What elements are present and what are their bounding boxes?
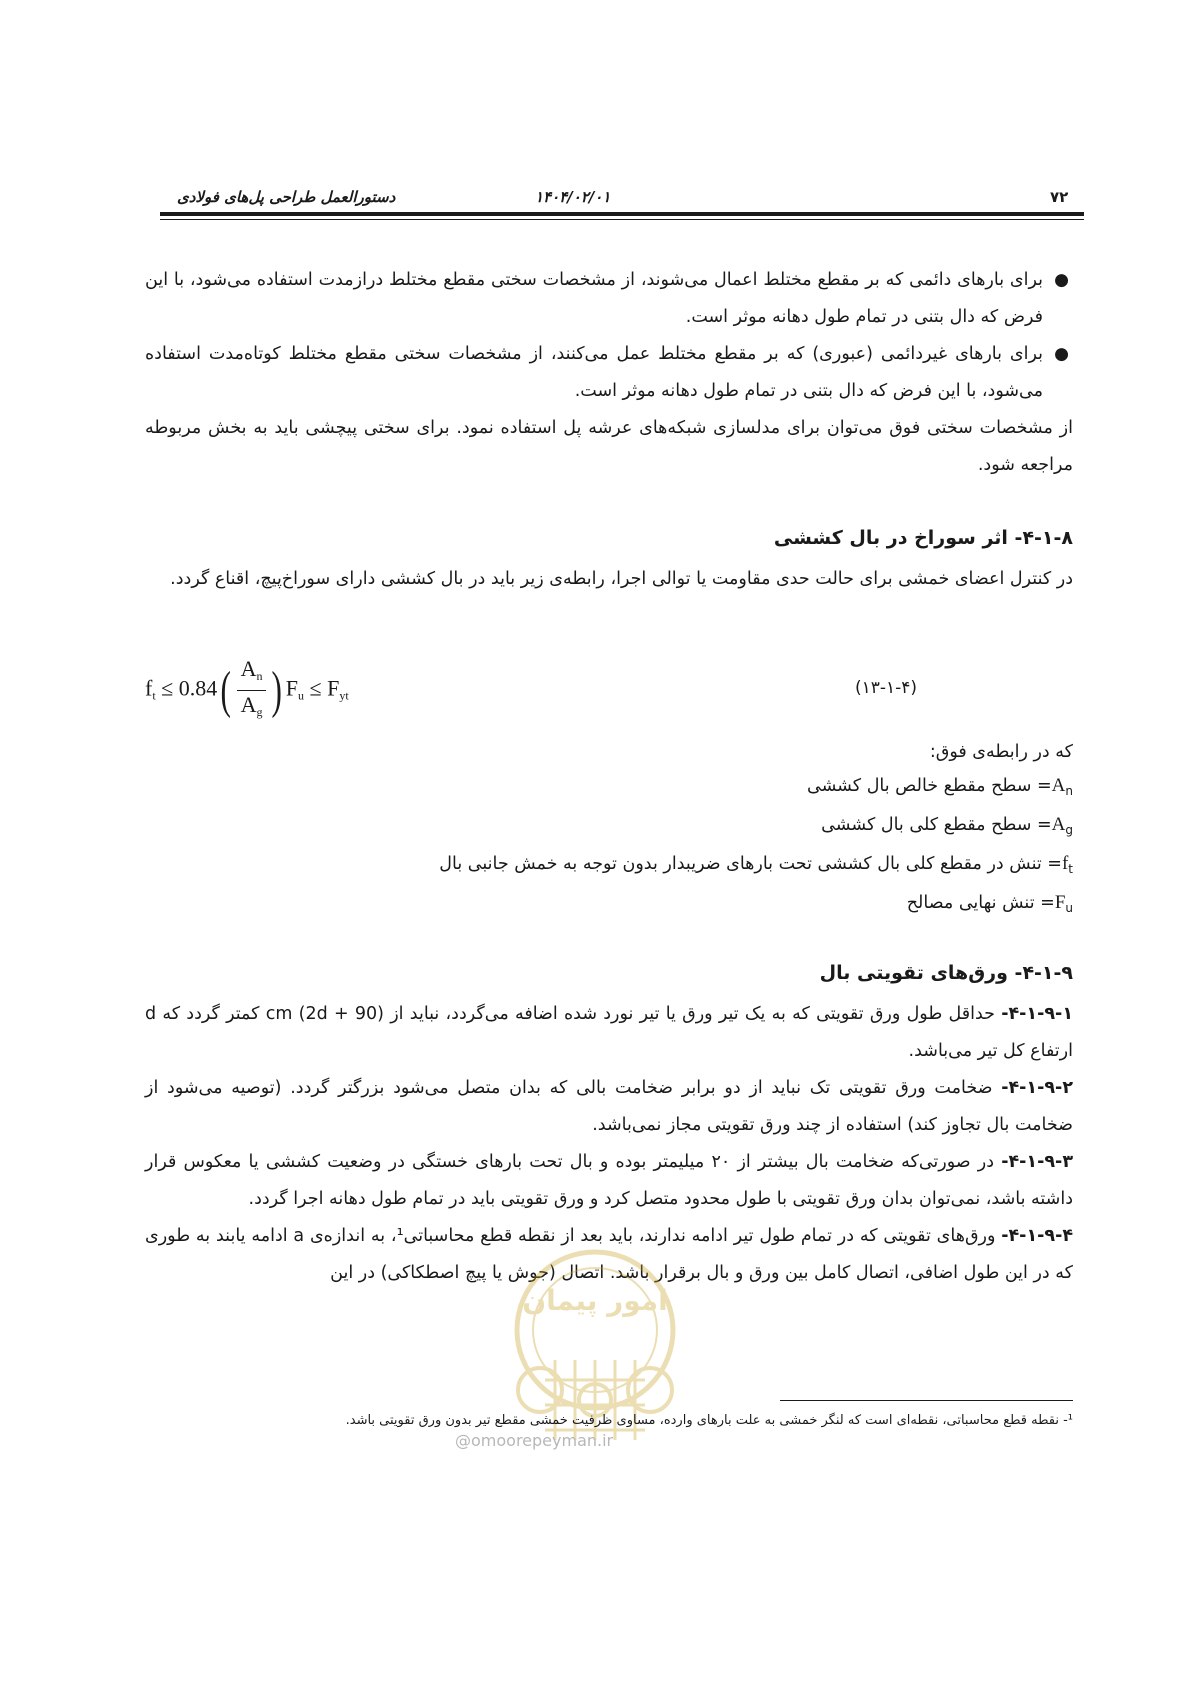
definition-row: $f_t=$ تنش در مقطع کلی بال کششی تحت بارهای ضریبدار بدون توجه به خمش جانبی بال — [439, 853, 1073, 876]
section-heading: ۴-۱-۹- ورق‌های تقویتی بال — [819, 962, 1073, 984]
clause-item: ۴-۱-۹-۲- ضخامت ورق تقویتی تک نباید از دو برابر ضخامت بالی که بدان متصل می‌شود بزرگتر گردد. (توصیه می‌شود از ضخامت بال تجاوز کند) استفاده از چند ورق تقویتی مجاز نمی‌باشد. — [145, 1078, 1073, 1135]
intro-block — [145, 262, 1073, 484]
watermark-logo-text: امور پیمان — [522, 1284, 668, 1317]
document-date: ۱۴۰۴/۰۲/۰۱ — [535, 188, 611, 206]
right-paren: ) — [271, 662, 283, 719]
fraction: $\frac{A_n}{A_g}$ — [237, 655, 267, 726]
bullet-text: برای بارهای دائمی که بر مقطع مختلط اعمال می‌شوند، از مشخصات سختی مقطع مختلط درازمدت استفاده می‌شود، با این فرض که دال بتنی در تمام طول دهانه موثر است. — [145, 270, 1043, 327]
equation-label: (۱۳-۱-۴) — [855, 678, 918, 698]
definition-row: $A_n=$ سطح مقطع خالص بال کششی — [806, 775, 1073, 798]
equation: $f_t \le 0.84$( $\frac{A_n}{A_g}$ ) $F_u \le F_{yt}$ — [145, 655, 349, 726]
watermark-url: @omoorepeyman.ir — [455, 1431, 614, 1450]
bullet-icon: ● — [1054, 344, 1069, 364]
bullet-text: برای بارهای غیردائمی (عبوری) که بر مقطع مختلط عمل می‌کنند، از مشخصات سختی مقطع مختلط کوتاه‌مدت استفاده می‌شود، با این فرض که دال بتنی در تمام طول دهانه موثر است. — [145, 344, 1043, 401]
clause-item: ۴-۱-۹-۱- حداقل طول ورق تقویتی که به یک تیر ورق یا تیر نورد شده اضافه می‌گردد، نباید از cm (2d + 90) کمتر گردد که d ارتفاع کل تیر می‌باشد. — [145, 1004, 1073, 1061]
section-text: در کنترل اعضای خمشی برای حالت حدی مقاومت یا توالی اجرا، رابطه‌ی زیر باید در بال کششی دارای سوراخ‌پیچ، اقناع گردد. — [170, 569, 1073, 589]
formula-le2: ≤ F — [309, 675, 340, 701]
formula-mid: F — [285, 675, 299, 701]
bullet-item — [145, 262, 1073, 336]
document-title: دستورالعمل طراحی پل‌های فولادی — [177, 188, 396, 206]
header-rule-thick — [160, 212, 1084, 216]
footnote: ¹- نقطه قطع محاسباتی، نقطه‌ای است که لنگر خمشی به علت بارهای وارده، مساوی ظرفیت خمشی مقطع تیر بدون ورق تقویتی باشد. — [345, 1413, 1073, 1428]
left-paren: ( — [220, 662, 232, 719]
definition-row: $A_g=$ سطح مقطع کلی بال کششی — [821, 814, 1073, 837]
section-heading: ۴-۱-۸- اثر سوراخ در بال کششی — [773, 527, 1073, 549]
formula-lhs: f — [145, 675, 153, 701]
intro-paragraph: از مشخصات سختی فوق می‌توان برای مدلسازی شبکه‌های عرشه پل استفاده نمود. برای سختی پیچشی باید به بخش مربوطه مراجعه شود. — [145, 418, 1073, 475]
footnote-rule — [780, 1400, 1073, 1401]
bullet-icon: ● — [1054, 270, 1069, 290]
header-rule-thin — [160, 219, 1084, 220]
bullet-item — [145, 336, 1073, 410]
formula-le1: ≤ 0.84 — [161, 675, 218, 701]
clause-item: ۴-۱-۹-۳- در صورتی‌که ضخامت بال بیشتر از ۲۰ میلیمتر بوده و بال تحت بارهای خستگی در وضعیت کششی یا معکوس قرار داشته باشد، نمی‌توان بدان ورق تقویتی با طول محدود متصل کرد و ورق تقویتی باید در تمام طول دهانه اجرا گردد. — [145, 1152, 1073, 1209]
definition-row: $F_u=$ تنش نهایی مصالح — [906, 892, 1073, 915]
page-number: ۷۲ — [1050, 188, 1069, 206]
section-8 — [145, 520, 1073, 598]
clause-item: ۴-۱-۹-۴- ورق‌های تقویتی که در تمام طول تیر ادامه ندارند، باید بعد از نقطه قطع محاسباتی¹، به اندازه‌ی a ادامه یابند به طوری که در این طول اضافی، اتصال کامل بین ورق و بال برقرار باشد. اتصال (جوش یا پیچ اصطکاکی) در این — [145, 1226, 1074, 1283]
where-text: که در رابطه‌ی فوق: — [929, 742, 1073, 762]
definitions-block — [145, 735, 1073, 925]
